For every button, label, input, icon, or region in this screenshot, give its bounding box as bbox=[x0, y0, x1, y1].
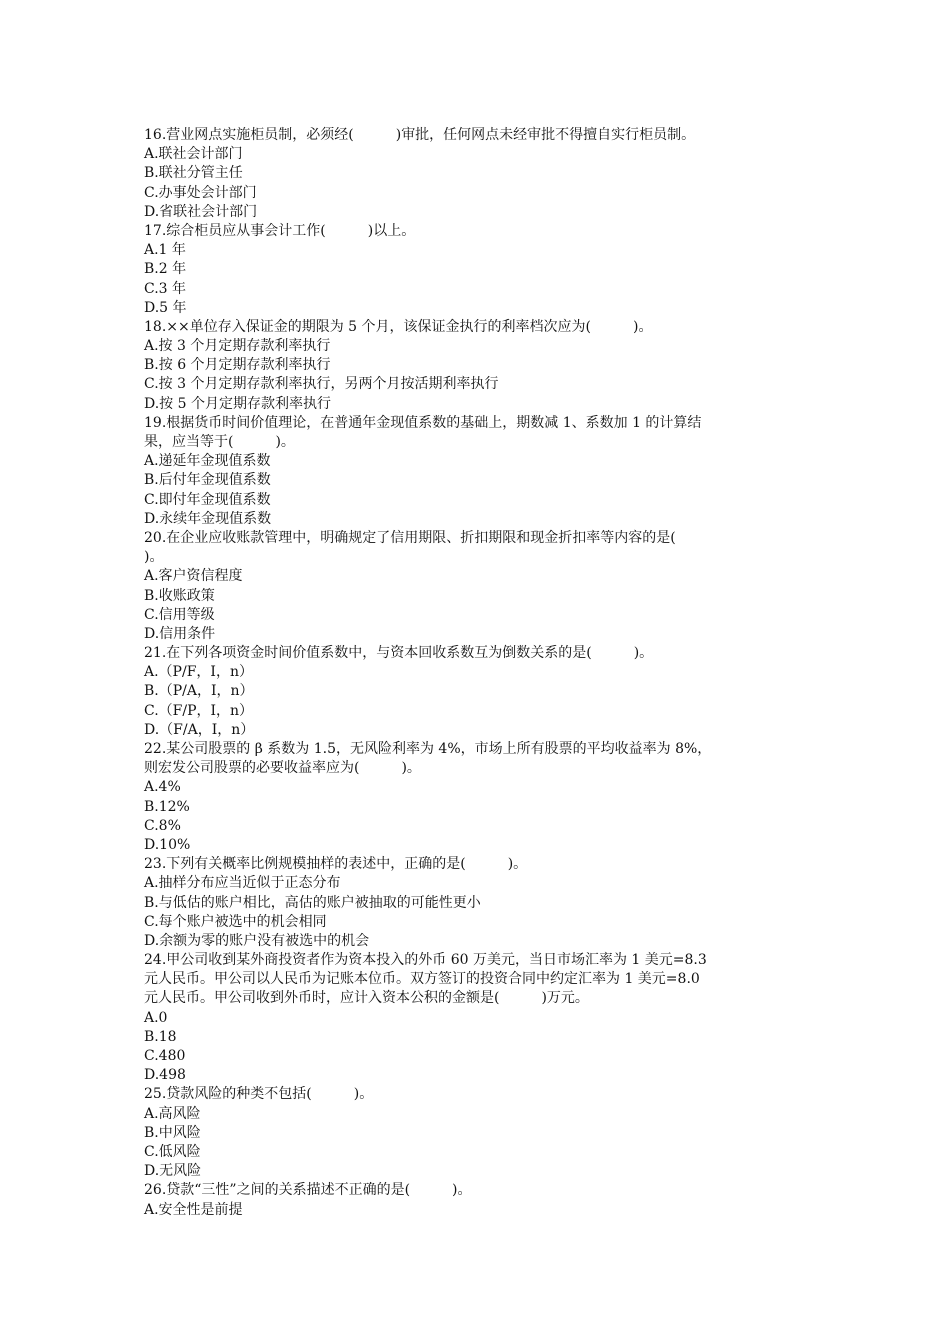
text-line: 17.综合柜员应从事会计工作( )以上。 bbox=[144, 222, 416, 239]
text-line: D.信用条件 bbox=[144, 625, 216, 642]
text-line: C.信用等级 bbox=[144, 606, 215, 623]
text-line: 24.甲公司收到某外商投资者作为资本投入的外币 60 万美元，当日市场汇率为 1 美元=8.3 bbox=[144, 952, 707, 969]
text-line: B.与低估的账户相比，高估的账户被抽取的可能性更小 bbox=[144, 894, 481, 911]
text-line: A.1 年 bbox=[144, 242, 186, 259]
text-line: A.0 bbox=[144, 1009, 168, 1026]
text-line: D.余额为零的账户没有被选中的机会 bbox=[144, 932, 370, 949]
text-line: B.12% bbox=[144, 798, 190, 815]
text-line: 果，应当等于( )。 bbox=[144, 434, 295, 450]
text-line: C.（F/P，I，n） bbox=[144, 702, 254, 719]
text-line: A.高风险 bbox=[144, 1105, 201, 1122]
text-line: A.4% bbox=[144, 779, 181, 796]
text-line: 21.在下列各项资金时间价值系数中，与资本回收系数互为倒数关系的是( )。 bbox=[144, 645, 654, 662]
text-line: A.客户资信程度 bbox=[144, 568, 243, 585]
text-line: C.低风险 bbox=[144, 1143, 201, 1160]
text-line: C.办事处会计部门 bbox=[144, 184, 257, 201]
text-line: A.抽样分布应当近似于正态分布 bbox=[144, 875, 341, 892]
text-line: B.收账政策 bbox=[144, 587, 215, 604]
text-line: B.2 年 bbox=[144, 261, 187, 278]
text-line: C.8% bbox=[144, 817, 181, 834]
text-line: A.联社会计部门 bbox=[144, 146, 243, 163]
text-line: 元人民币。甲公司以人民币为记账本位币。双方签订的投资合同中约定汇率为 1 美元=8.0 bbox=[144, 971, 700, 988]
text-line: C.即付年金现值系数 bbox=[144, 491, 271, 508]
text-line: 元人民币。甲公司收到外币时，应计入资本公积的金额是( )万元。 bbox=[144, 990, 589, 1007]
text-line: 25.贷款风险的种类不包括( )。 bbox=[144, 1086, 374, 1103]
text-line: D.按 5 个月定期存款利率执行 bbox=[144, 395, 331, 412]
text-line: C.3 年 bbox=[144, 280, 187, 297]
text-line: 20.在企业应收账款管理中，明确规定了信用期限、折扣期限和现金折扣率等内容的是( bbox=[144, 529, 676, 546]
text-line: A.按 3 个月定期存款利率执行 bbox=[144, 338, 331, 355]
text-line: A.递延年金现值系数 bbox=[144, 453, 271, 470]
text-line: 18.××单位存入保证金的期限为 5 个月，该保证金执行的利率档次应为( )。 bbox=[144, 318, 653, 335]
text-line: D.（F/A，I，n） bbox=[144, 721, 255, 738]
text-line: C.每个账户被选中的机会相同 bbox=[144, 913, 327, 930]
text-line: B.联社分管主任 bbox=[144, 165, 243, 182]
document-page bbox=[144, 126, 814, 1220]
text-line: 16.营业网点实施柜员制，必须经( )审批，任何网点未经审批不得擅自实行柜员制。 bbox=[144, 127, 696, 143]
text-line: 23.下列有关概率比例规模抽样的表述中，正确的是( )。 bbox=[144, 856, 528, 873]
text-line: A.（P/F，I，n） bbox=[144, 664, 253, 681]
text-line: 则宏发公司股票的必要收益率应为( )。 bbox=[144, 760, 421, 777]
text-line: 26.贷款“三性”之间的关系描述不正确的是( )。 bbox=[144, 1182, 472, 1199]
text-line: C.按 3 个月定期存款利率执行，另两个月按活期利率执行 bbox=[144, 376, 499, 393]
text-line: D.无风险 bbox=[144, 1163, 202, 1180]
text-line: )。 bbox=[144, 549, 164, 566]
text-line: B.中风险 bbox=[144, 1124, 201, 1141]
text-line: D.498 bbox=[144, 1067, 186, 1084]
text-line: C.480 bbox=[144, 1048, 186, 1064]
text-line: D.省联社会计部门 bbox=[144, 203, 258, 220]
text-line: 19.根据货币时间价值理论，在普通年金现值系数的基础上，期数减 1、系数加 1 的计算结 bbox=[144, 414, 702, 431]
text-line: D.5 年 bbox=[144, 299, 187, 316]
text-line: D.10% bbox=[144, 836, 191, 853]
text-line: A.安全性是前提 bbox=[144, 1201, 243, 1218]
text-line: B.按 6 个月定期存款利率执行 bbox=[144, 357, 331, 374]
text-line: B.（P/A，I，n） bbox=[144, 683, 254, 700]
text-line: B.后付年金现值系数 bbox=[144, 472, 271, 489]
text-line: 22.某公司股票的 β 系数为 1.5，无风险利率为 4%，市场上所有股票的平均收益率为 8%， bbox=[144, 741, 712, 757]
text-line: D.永续年金现值系数 bbox=[144, 510, 272, 527]
text-line: B.18 bbox=[144, 1028, 177, 1045]
